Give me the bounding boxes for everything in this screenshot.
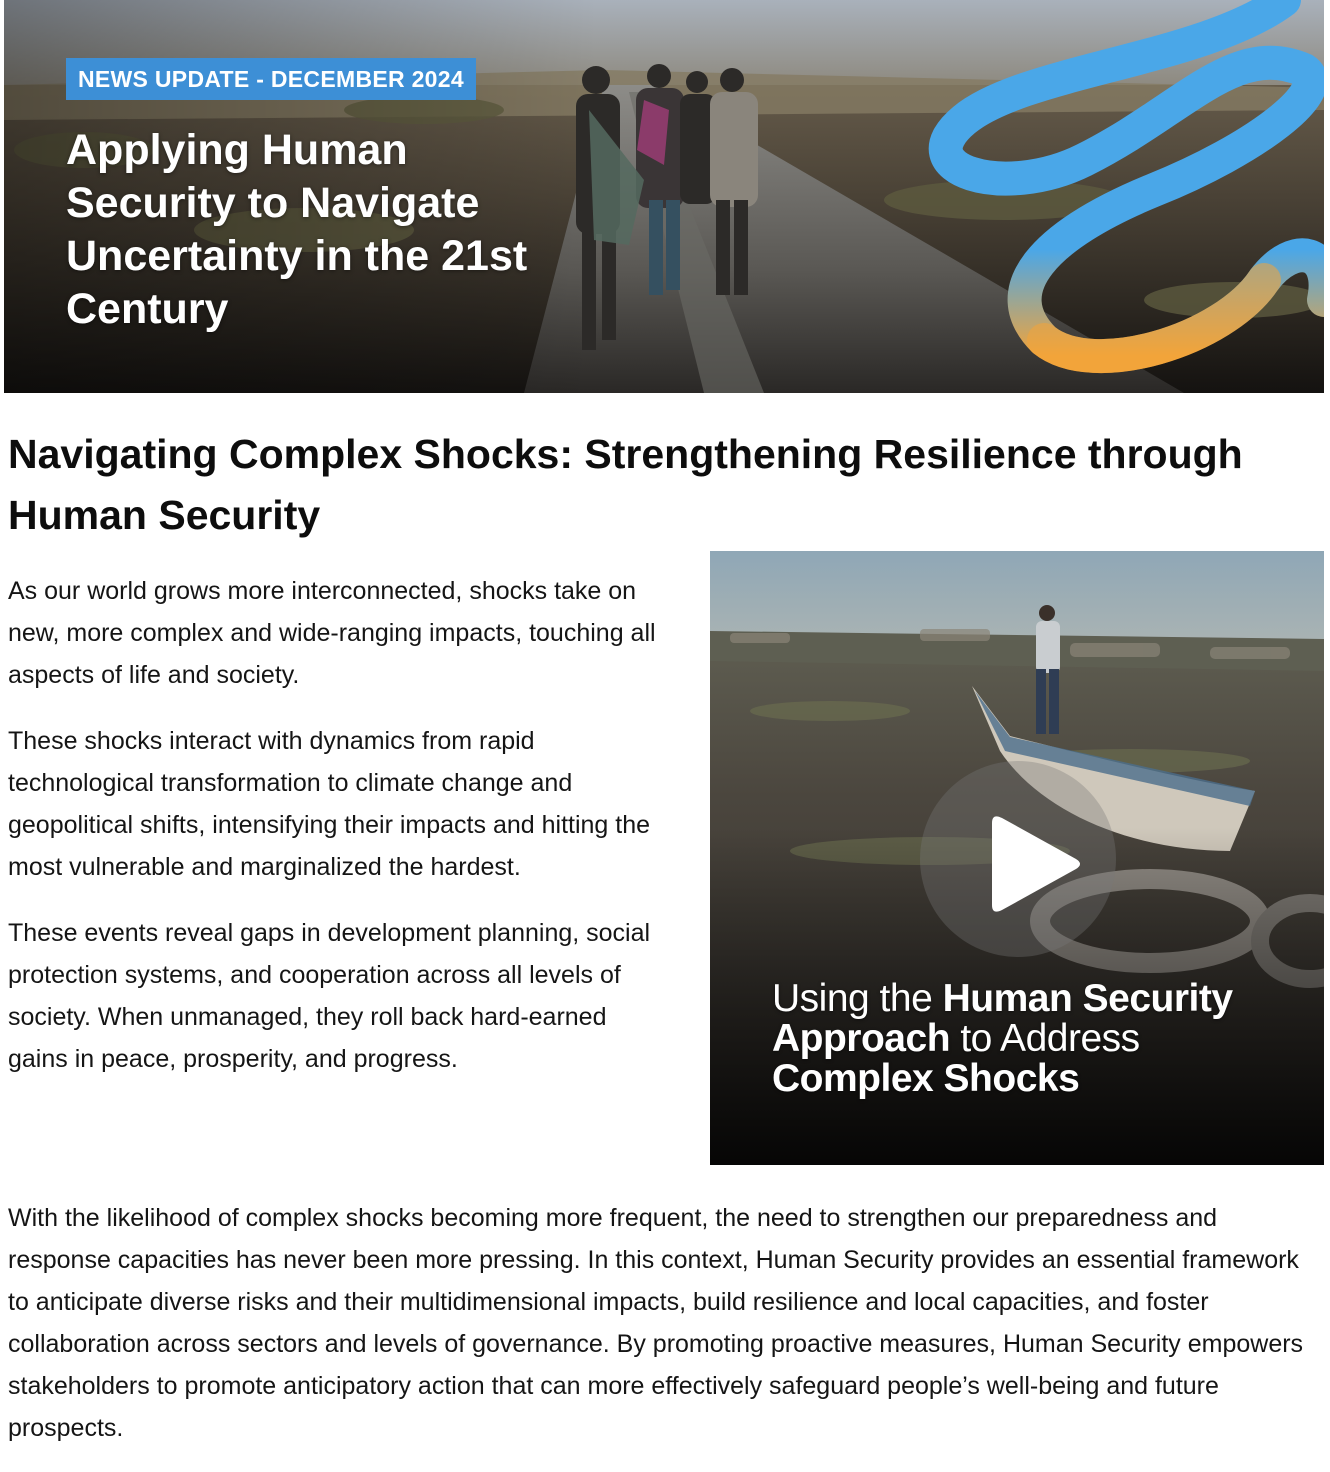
video-caption-part-4: Complex Shocks: [772, 1057, 1080, 1100]
video-caption: [772, 979, 1292, 1099]
news-update-badge: NEWS UPDATE - DECEMBER 2024: [66, 58, 476, 100]
video-caption-part-2: Human Security Approach: [772, 977, 1233, 1060]
play-button[interactable]: [920, 761, 1116, 957]
article-headline: Navigating Complex Shocks: Strengthening Resilience through Human Security: [8, 431, 1243, 538]
video-thumbnail[interactable]: [710, 551, 1324, 1165]
play-icon: [920, 761, 1116, 957]
hero-banner: [4, 0, 1324, 393]
hero-title: Applying Human Security to Navigate Uncertainty in the 21st Century: [66, 126, 528, 333]
video-caption-part-1: Using the: [772, 977, 943, 1020]
paragraph-3: These events reveal gaps in development planning, social protection systems, and cooperation across all levels of society. When unmanaged, they roll back hard-earned gains in peace, prosperity, and progress.: [8, 919, 651, 1073]
conclusion-section: [8, 1197, 1318, 1449]
paragraph-1: As our world grows more interconnected, shocks take on new, more complex and wide-ranging impacts, touching all aspects of life and society.: [8, 577, 656, 689]
paragraph-4: With the likelihood of complex shocks becoming more frequent, the need to strengthen our preparedness and response capacities has never been more pressing. In this context, Human Security provides an essential framework to anticipate diverse risks and their multidimensional impacts, build resilience and local capacities, and foster collaboration across sectors and levels of governance. By promoting proactive measures, Human Security empowers stakeholders to promote anticipatory action that can more effectively safeguard people’s well-being and future prospects.: [8, 1204, 1304, 1442]
paragraph-2: These shocks interact with dynamics from rapid technological transformation to climate change and geopolitical shifts, intensifying their impacts and hitting the most vulnerable and marginalized the hardest.: [8, 727, 651, 881]
intro-column: [8, 570, 668, 1104]
video-caption-part-3: to Address: [950, 1017, 1140, 1060]
